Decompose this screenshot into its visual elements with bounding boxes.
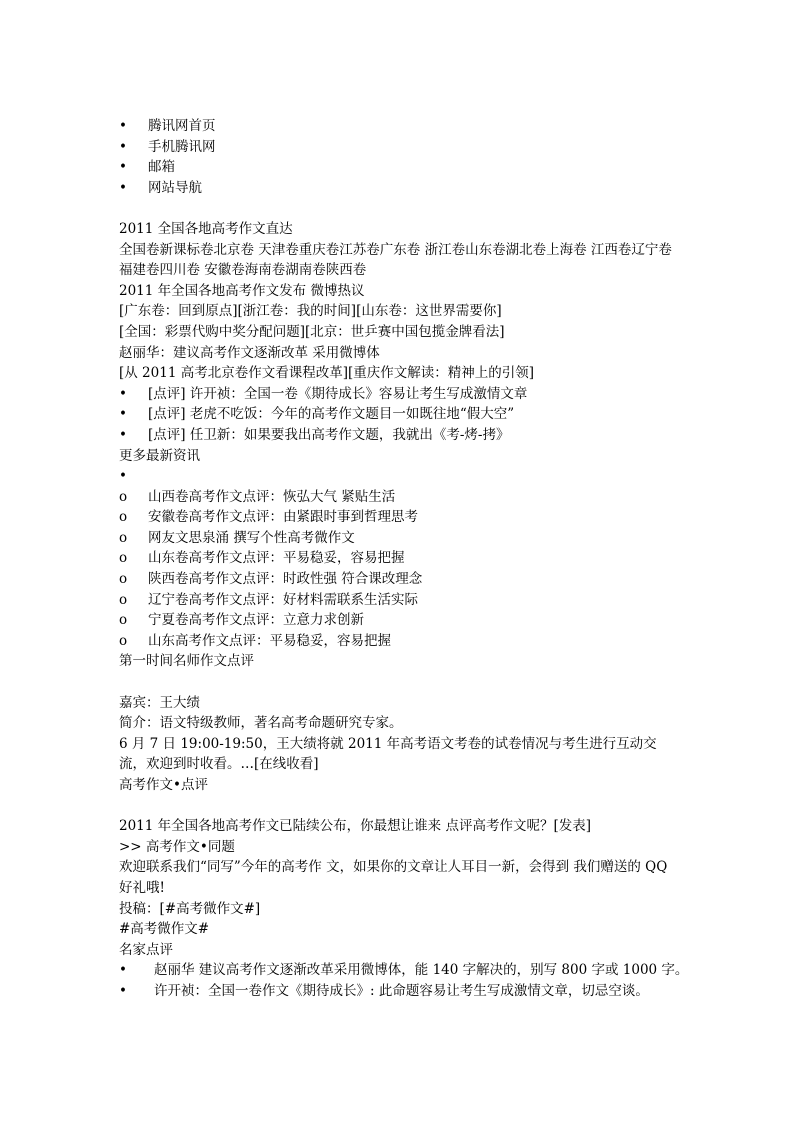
news-item[interactable]	[119, 590, 679, 611]
review-item[interactable]	[119, 384, 679, 405]
news-item[interactable]	[119, 528, 679, 549]
section-title: 2011 全国各地高考作文直达	[119, 220, 293, 237]
news-link[interactable]: 山东卷高考作文点评：平易稳妥，容易把握	[148, 550, 405, 567]
expert-review-item[interactable]	[119, 981, 679, 1002]
empty-bullet	[119, 466, 679, 487]
news-item[interactable]	[119, 569, 679, 590]
headline[interactable]: 赵丽华：建议高考作文逐渐改革 采用微博体	[119, 344, 380, 361]
topic-links[interactable]: [全国：彩票代购中奖分配问题][北京：世乒赛中国包揽金牌看法]	[119, 323, 505, 340]
bullet: •	[119, 962, 127, 979]
circle-bullet: o	[119, 550, 128, 567]
nav-link-mobile[interactable]: 手机腾讯网	[148, 138, 216, 155]
nav-item[interactable]	[119, 178, 679, 199]
document-body	[119, 116, 689, 1002]
papers-links[interactable]: 全国卷新课标卷北京卷 天津卷重庆卷江苏卷广东卷 浙江卷山东卷湖北卷上海卷 江西卷辽宁卷福建卷四川卷 安徽卷海南卷湖南卷陕西卷	[119, 241, 672, 279]
news-link[interactable]: 陕西卷高考作文点评：时政性强 符合课改理念	[148, 571, 423, 588]
circle-bullet: o	[119, 632, 128, 649]
section-title: 名家点评	[119, 941, 173, 958]
news-item[interactable]	[119, 487, 679, 508]
circle-bullet: o	[119, 529, 128, 546]
news-link[interactable]: 宁夏卷高考作文点评：立意力求创新	[148, 612, 364, 629]
bullet: •	[119, 179, 127, 196]
expert-review-text[interactable]: 赵丽华 建议高考作文逐渐改革采用微博体，能 140 字解决的，别写 800 字或 1000 字。	[154, 962, 689, 979]
bullet: •	[119, 426, 127, 443]
nav-item[interactable]	[119, 137, 679, 158]
bullet: •	[119, 982, 127, 999]
nav-link-mail[interactable]: 邮箱	[148, 159, 175, 176]
invite-text: 欢迎联系我们“同写”今年的高考作 文，如果你的文章让人耳目一新，会得到 我们赠送的 QQ 好礼哦!	[119, 859, 668, 896]
nav-item[interactable]	[119, 116, 679, 137]
news-link[interactable]: 辽宁卷高考作文点评：好材料需联系生活实际	[148, 591, 418, 608]
bullet: •	[119, 406, 127, 423]
submit-link[interactable]: 投稿：[#高考微作文#]	[119, 900, 261, 917]
bullet: •	[119, 159, 127, 176]
news-link[interactable]: 安徽卷高考作文点评：由紧跟时事到哲理思考	[148, 509, 418, 526]
headline[interactable]: 2011 年全国各地高考作文发布 微博热议	[119, 282, 365, 299]
news-link[interactable]: 山西卷高考作文点评：恢弘大气 紧贴生活	[148, 488, 396, 505]
review-item[interactable]	[119, 425, 679, 446]
circle-bullet: o	[119, 571, 128, 588]
expert-review-item[interactable]	[119, 960, 689, 981]
news-item[interactable]	[119, 548, 679, 569]
section-footer: 高考作文•点评	[119, 777, 208, 793]
circle-bullet: o	[119, 509, 128, 526]
bullet: •	[119, 468, 127, 485]
news-link[interactable]: 山东高考作文点评：平易稳妥，容易把握	[148, 632, 391, 649]
nav-link-home[interactable]: 腾讯网首页	[148, 118, 216, 134]
bullet: •	[119, 385, 127, 402]
news-item[interactable]	[119, 610, 679, 631]
circle-bullet: o	[119, 591, 128, 608]
bullet: •	[119, 118, 127, 134]
prompt-line[interactable]: 2011 年全国各地高考作文已陆续公布，你最想让谁来 点评高考作文呢？[发表]	[119, 818, 591, 835]
review-link[interactable]: [点评] 许开祯：全国一卷《期待成长》容易让考生写成激情文章	[148, 385, 528, 402]
topic-links[interactable]: [从 2011 高考北京卷作文看课程改革][重庆作文解读：精神上的引领]	[119, 365, 535, 382]
event-description[interactable]: 6 月 7 日 19:00-19:50，王大绩将就 2011 年高考语文考卷的试卷情况与考生进行互动交流，欢迎到时收看。…[在线收看]	[119, 735, 657, 773]
guest-name: 嘉宾：王大绩	[119, 694, 200, 711]
bullet: •	[119, 138, 127, 155]
review-item[interactable]	[119, 404, 679, 425]
expert-review-text[interactable]: 许开祯：全国一卷作文《期待成长》: 此命题容易让考生写成激情文章，切忌空谈。	[154, 982, 649, 999]
review-link[interactable]: [点评] 老虎不吃饭：今年的高考作文题目一如既往地“假大空”	[148, 406, 515, 423]
nav-item[interactable]	[119, 157, 679, 178]
nav-link-sitemap[interactable]: 网站导航	[148, 179, 202, 196]
topic-links[interactable]: [广东卷：回到原点][浙江卷：我的时间][山东卷：这世界需要你]	[119, 303, 502, 320]
more-news-link[interactable]: 更多最新资讯	[119, 447, 200, 464]
hashtag[interactable]: #高考微作文#	[119, 921, 210, 938]
section-title: 第一时间名师作文点评	[119, 653, 254, 670]
news-item[interactable]	[119, 507, 679, 528]
review-link[interactable]: [点评] 任卫新：如果要我出高考作文题，我就出《考-烤-拷》	[148, 426, 510, 443]
news-item[interactable]	[119, 631, 679, 652]
same-topic-link[interactable]: >> 高考作文•同题	[119, 838, 235, 855]
circle-bullet: o	[119, 488, 128, 505]
guest-intro: 简介：语文特级教师，著名高考命题研究专家。	[119, 715, 403, 732]
news-link[interactable]: 网友文思泉涌 撰写个性高考微作文	[148, 529, 355, 546]
circle-bullet: o	[119, 612, 128, 629]
